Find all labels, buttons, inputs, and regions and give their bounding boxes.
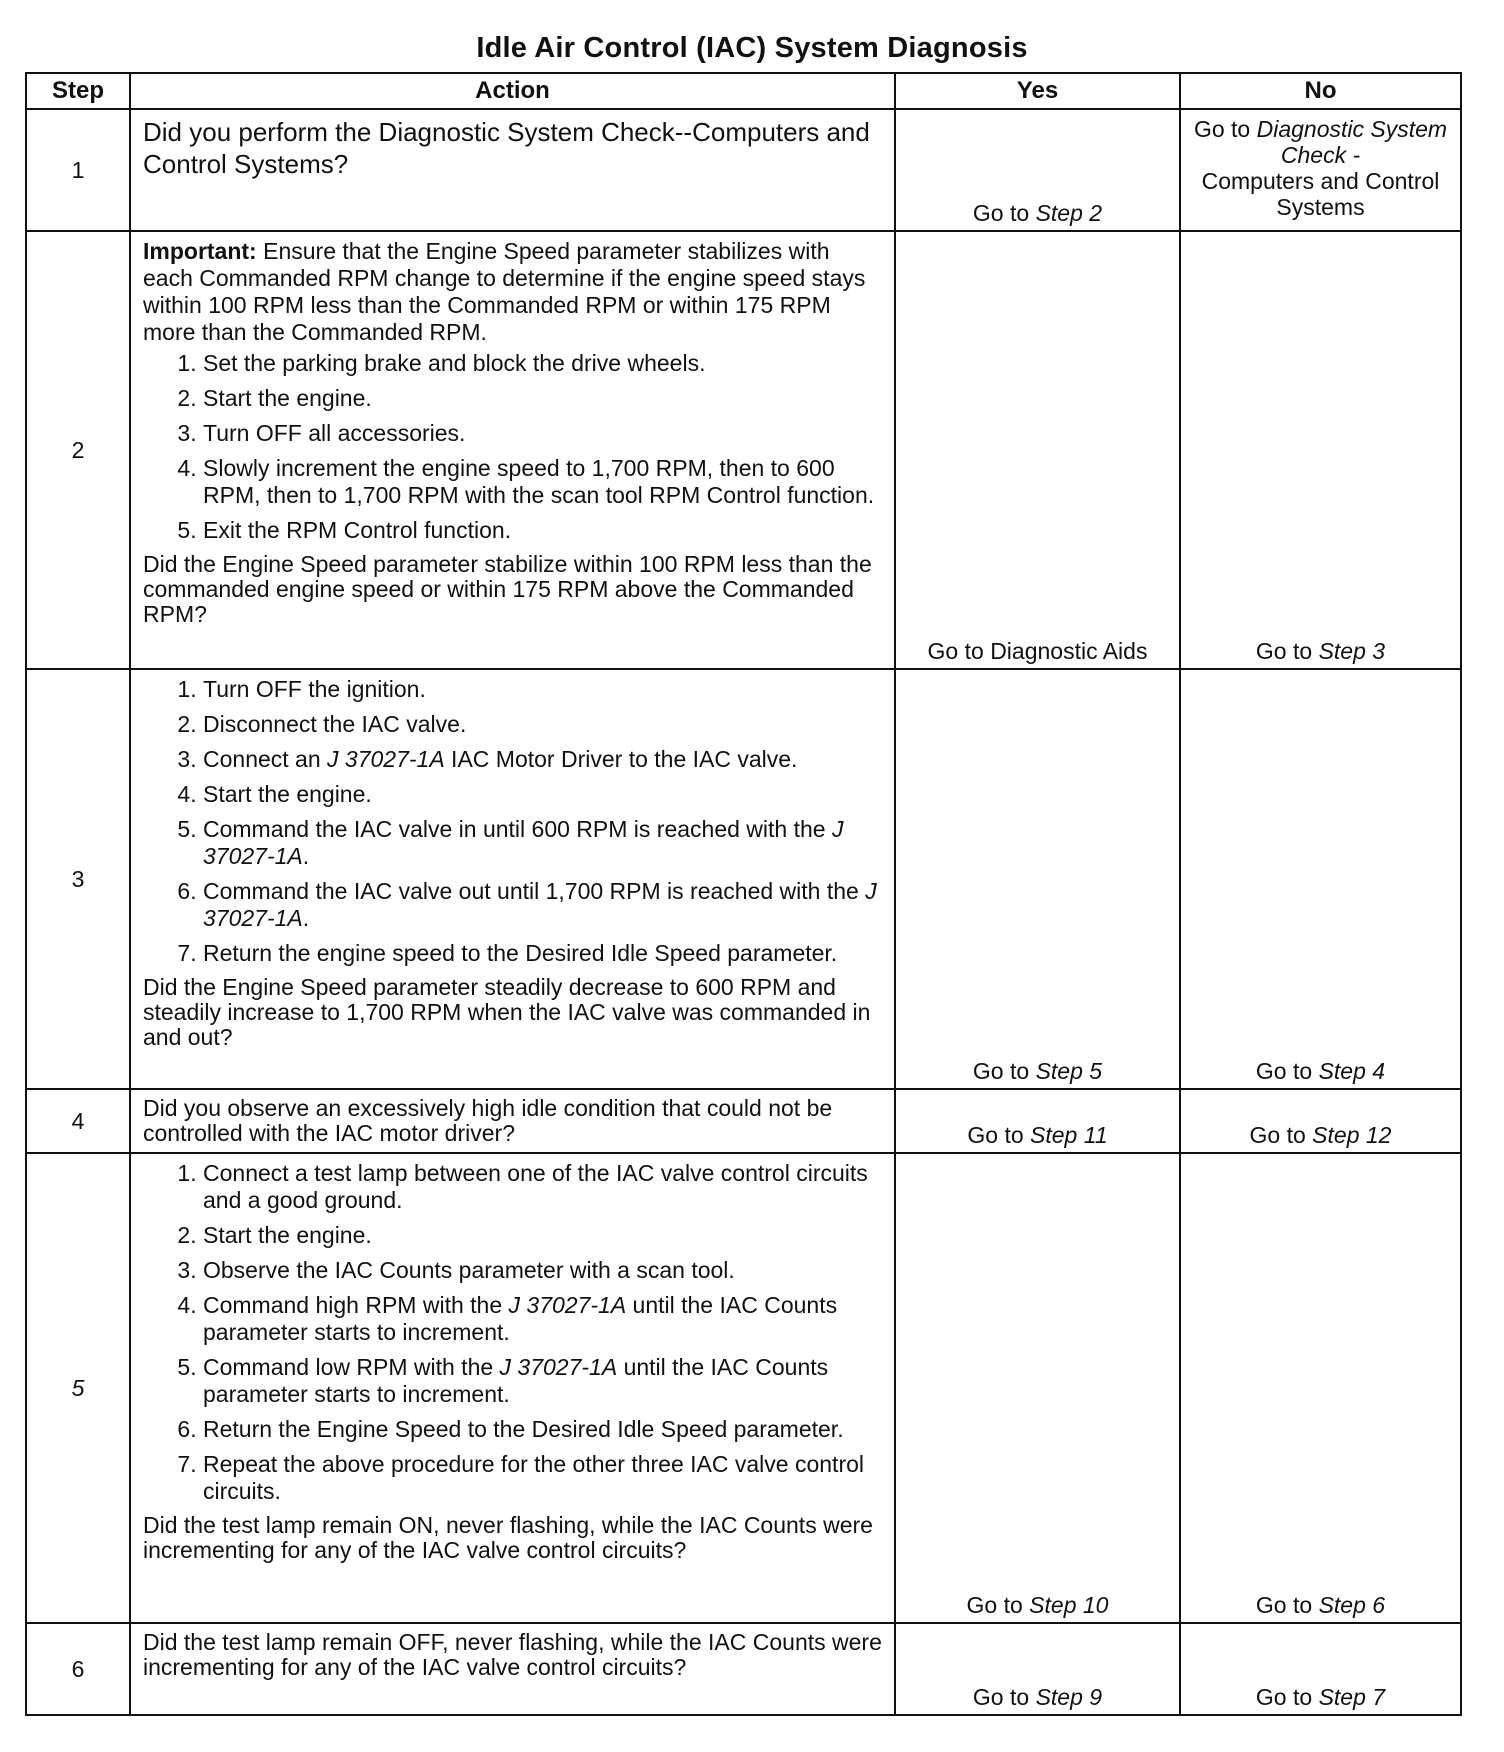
yes-prefix: Go to [972,1058,1036,1084]
list-item: 5. Command the IAC valve in until 600 RPM is reached with the J 37027-1A. [203,816,882,870]
tool-reference: J 37027-1A [203,816,844,869]
list-item: 2. Disconnect the IAC valve. [203,711,882,738]
diagnosis-table [25,72,1462,1716]
question-text: Did the test lamp remain OFF, never flashing, while the IAC Counts were incrementing for any of the IAC valve control circuits? [143,1629,882,1680]
list-item: 3. Connect an J 37027-1A IAC Motor Driver to the IAC valve. [203,746,882,773]
important-label: Important: [143,238,257,264]
step-number: 1 [26,109,130,231]
header-action: Action [130,73,895,109]
header-yes: Yes [895,73,1180,109]
list-item: 4. Start the engine. [203,781,882,808]
procedure-list [143,1160,882,1505]
step-number: 3 [26,669,130,1089]
yes-cell [895,1623,1180,1715]
list-item: 1. Turn OFF the ignition. [203,676,882,703]
no-cell [1180,231,1461,669]
action-cell [130,1089,895,1153]
no-cell [1180,109,1461,231]
question-text: Did the test lamp remain ON, never flashing, while the IAC Counts were incrementing for any of the IAC valve control circuits? [143,1512,873,1563]
table-row [26,1153,1461,1623]
table-row [26,669,1461,1089]
question-text: Did you observe an excessively high idle condition that could not be controlled with the IAC motor driver? [143,1095,833,1146]
question-text: Did you perform the Diagnostic System Check--Computers and Control Systems? [143,117,870,179]
yes-prefix: Go to [972,1684,1036,1710]
step-number: 4 [26,1089,130,1153]
tool-reference: J 37027-1A [508,1292,627,1318]
yes-prefix: Go to [967,1122,1031,1148]
question-text: Did the Engine Speed parameter steadily decrease to 600 RPM and steadily increase to 1,700 RPM when the IAC valve was commanded in and out? [143,974,871,1050]
no-cell [1180,669,1461,1089]
yes-cell [895,231,1180,669]
procedure-list [143,676,882,967]
list-item: 2. Start the engine. [203,385,882,412]
list-item: 4. Slowly increment the engine speed to 1,700 RPM, then to 600 RPM, then to 1,700 RPM with the scan tool RPM Control function. [203,455,882,509]
yes-cell [895,669,1180,1089]
list-item: 6. Return the Engine Speed to the Desired Idle Speed parameter. [203,1416,882,1443]
no-link[interactable]: Step 12 [1312,1122,1392,1148]
action-cell [130,1153,895,1623]
page-title: Idle Air Control (IAC) System Diagnosis [476,32,1028,64]
header-step: Step [26,73,130,109]
action-cell [130,231,895,669]
list-item: 2. Start the engine. [203,1222,882,1249]
table-row [26,109,1461,231]
list-item: 1. Set the parking brake and block the drive wheels. [203,350,882,377]
no-link[interactable]: Step 6 [1318,1592,1386,1618]
yes-link[interactable]: Step 2 [1035,200,1103,226]
no-prefix: Go to [1255,1058,1319,1084]
yes-cell [895,109,1180,231]
yes-link[interactable]: Step 10 [1029,1592,1109,1618]
list-item: 3. Turn OFF all accessories. [203,420,882,447]
action-cell [130,669,895,1089]
no-link[interactable]: Diagnostic System Check - [1256,116,1448,168]
no-cell [1180,1623,1461,1715]
step-number: 6 [26,1623,130,1715]
table-row [26,1623,1461,1715]
procedure-list [143,350,882,544]
list-item: 4. Command high RPM with the J 37027-1A until the IAC Counts parameter starts to increment. [203,1292,882,1346]
tool-reference: J 37027-1A [499,1354,618,1380]
action-cell [130,109,895,231]
yes-link[interactable]: Step 9 [1035,1684,1103,1710]
table-row [26,231,1461,669]
yes-link[interactable]: Go to Diagnostic Aids [927,638,1148,664]
no-prefix: Go to [1255,1684,1319,1710]
header-row [26,73,1461,109]
question-text: Did the Engine Speed parameter stabilize within 100 RPM less than the commanded engine speed or within 175 RPM above the Commanded RPM? [143,551,872,627]
no-cell [1180,1089,1461,1153]
no-prefix: Go to [1193,116,1257,142]
no-link[interactable]: Step 3 [1318,638,1386,664]
list-item: 5. Command low RPM with the J 37027-1A until the IAC Counts parameter starts to increment. [203,1354,882,1408]
no-prefix: Go to [1249,1122,1313,1148]
yes-cell [895,1089,1180,1153]
header-no: No [1180,73,1461,109]
list-item: 7. Repeat the above procedure for the other three IAC valve control circuits. [203,1451,882,1505]
yes-prefix: Go to [966,1592,1030,1618]
no-cell [1180,1153,1461,1623]
list-item: 1. Connect a test lamp between one of the IAC valve control circuits and a good ground. [203,1160,882,1214]
yes-prefix: Go to [972,200,1036,226]
list-item: 7. Return the engine speed to the Desired Idle Speed parameter. [203,940,882,967]
tool-reference: J 37027-1A [203,878,877,931]
no-prefix: Go to [1255,638,1319,664]
yes-link[interactable]: Step 11 [1030,1122,1108,1148]
yes-cell [895,1153,1180,1623]
no-link[interactable]: Step 4 [1318,1058,1386,1084]
step-number: 5 [26,1153,130,1623]
tool-reference: J 37027-1A [327,746,445,772]
step-number: 2 [26,231,130,669]
no-link[interactable]: Step 7 [1318,1684,1386,1710]
list-item: 3. Observe the IAC Counts parameter with a scan tool. [203,1257,882,1284]
no-prefix: Go to [1255,1592,1319,1618]
table-row [26,1089,1461,1153]
action-cell [130,1623,895,1715]
yes-link[interactable]: Step 5 [1035,1058,1103,1084]
list-item: 5. Exit the RPM Control function. [203,517,882,544]
no-suffix: Computers and Control Systems [1201,168,1440,220]
list-item: 6. Command the IAC valve out until 1,700 RPM is reached with the J 37027-1A. [203,878,882,932]
important-text: Ensure that the Engine Speed parameter stabilizes with each Commanded RPM change to determine if the engine speed stays within 100 RPM less than the Commanded RPM or within 175 RPM more than the Commanded RPM. [143,238,866,345]
important-note [143,238,882,346]
